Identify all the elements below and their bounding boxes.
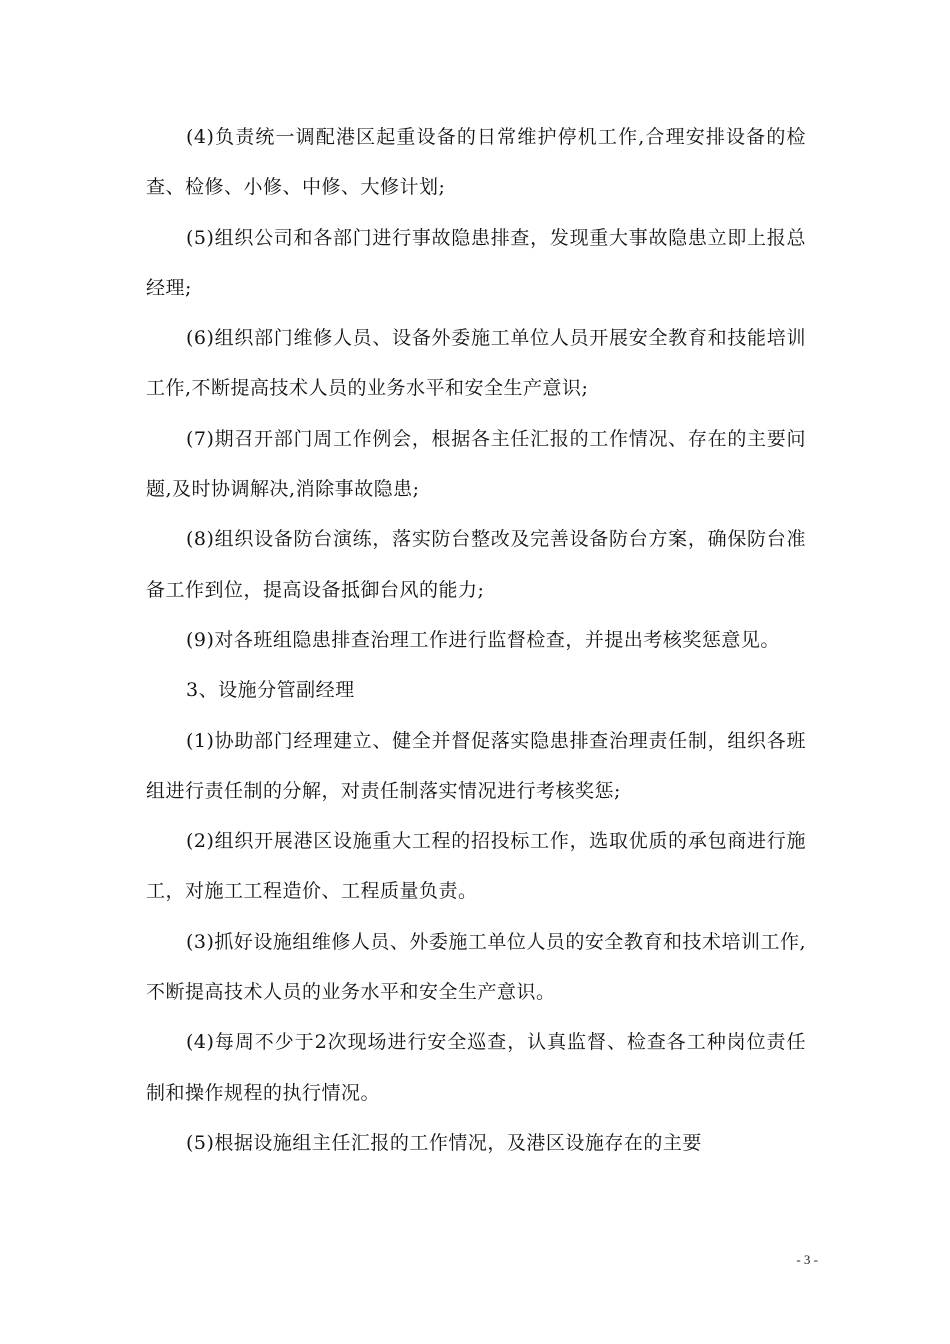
paragraph-facility-duty-1: (1)协助部门经理建立、健全并督促落实隐患排查治理责任制，组织各班组进行责任制的分解，对责任制落实情况进行考核奖惩; — [146, 729, 806, 802]
section-heading: 3、设施分管副经理 — [186, 679, 355, 702]
paragraph-facility-duty-4: (4)每周不少于2次现场进行安全巡查，认真监督、检查各工种岗位责任制和操作规程的执行情况。 — [146, 1031, 806, 1104]
paragraph-duty-8: (8)组织设备防台演练，落实防台整改及完善设备防台方案，确保防台准备工作到位，提高设备抵御台风的能力; — [146, 528, 806, 601]
document-body — [146, 112, 806, 1168]
paragraph-duty-7: (7)期召开部门周工作例会，根据各主任汇报的工作情况、存在的主要问题,及时协调解决,消除事故隐患; — [146, 427, 806, 501]
paragraph-duty-9: (9)对各班组隐患排查治理工作进行监督检查，并提出考核奖惩意见。 — [186, 628, 780, 651]
paragraph-duty-5: (5)组织公司和各部门进行事故隐患排查，发现重大事故隐患立即上报总经理; — [146, 226, 806, 299]
paragraph-facility-duty-5: (5)根据设施组主任汇报的工作情况，及港区设施存在的主要 — [186, 1131, 702, 1154]
paragraph-facility-duty-2: (2)组织开展港区设施重大工程的招投标工作，选取优质的承包商进行施工，对施工工程造价、工程质量负责。 — [146, 830, 806, 903]
paragraph-duty-6: (6)组织部门维修人员、设备外委施工单位人员开展安全教育和技能培训工作,不断提高技术人员的业务水平和安全生产意识; — [146, 327, 806, 400]
page-number: - 3 - — [796, 1252, 818, 1267]
paragraph-duty-4: (4)负责统一调配港区起重设备的日常维护停机工作,合理安排设备的检查、检修、小修、中修、大修计划; — [146, 126, 806, 199]
paragraph-facility-duty-3: (3)抓好设施组维修人员、外委施工单位人员的安全教育和技术培训工作,不断提高技术人员的业务水平和安全生产意识。 — [146, 930, 806, 1004]
